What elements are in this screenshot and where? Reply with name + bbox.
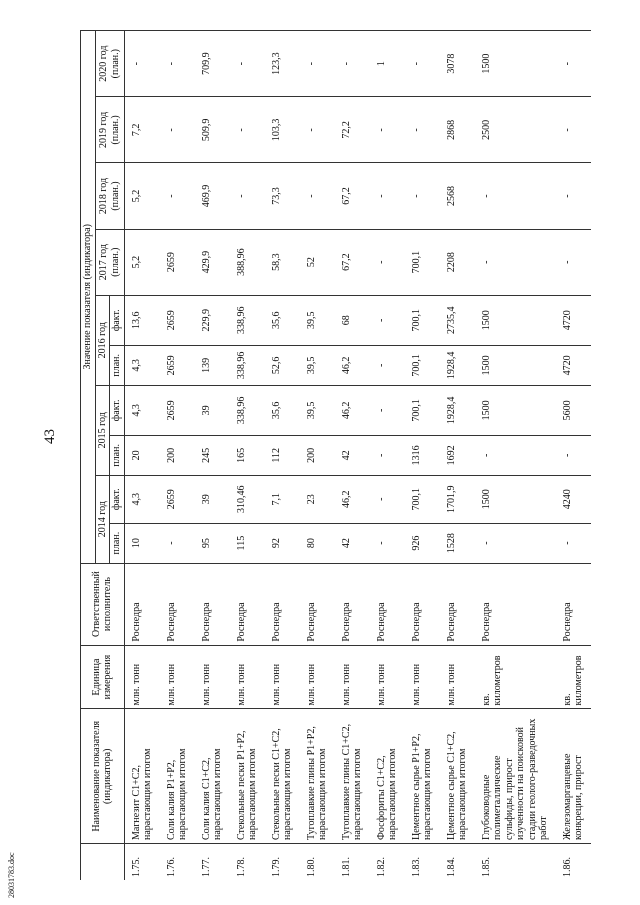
value-cell: 2568	[440, 163, 475, 229]
value-cell: 2659	[160, 475, 195, 523]
value-cell: -	[475, 435, 556, 475]
value-cell: -	[556, 229, 591, 295]
value-cell: 245	[195, 435, 230, 475]
value-cell: 1316	[405, 435, 440, 475]
value-cell: -	[230, 163, 265, 229]
row-number: 1.86.	[556, 844, 591, 880]
value-cell: 42	[335, 523, 370, 563]
value-cell: 115	[230, 523, 265, 563]
table-row	[124, 31, 160, 881]
value-cell: 20	[124, 435, 160, 475]
executor-cell: Роснедра	[475, 563, 556, 645]
value-cell: 700,1	[405, 229, 440, 295]
unit-cell: млн. тонн	[230, 645, 265, 709]
indicator-name: Цементное сырье С1+С2, нарастающим итогом	[440, 709, 475, 844]
table-row	[300, 31, 335, 881]
value-cell: 39,5	[300, 385, 335, 435]
value-cell: 200	[300, 435, 335, 475]
value-cell: 2659	[160, 345, 195, 385]
value-cell: 200	[160, 435, 195, 475]
row-number: 1.83.	[405, 844, 440, 880]
value-cell: -	[370, 475, 405, 523]
unit-cell: кв. километров	[556, 645, 591, 709]
value-cell: -	[160, 31, 195, 97]
header-fact-2014: факт.	[110, 475, 125, 523]
value-cell: 509,9	[195, 97, 230, 163]
unit-cell: млн. тонн	[124, 645, 160, 709]
value-cell: 5600	[556, 385, 591, 435]
value-cell: 1701,9	[440, 475, 475, 523]
executor-cell: Роснедра	[300, 563, 335, 645]
value-cell: 73,3	[265, 163, 300, 229]
value-cell: 700,1	[405, 345, 440, 385]
row-number: 1.78.	[230, 844, 265, 880]
row-number: 1.79.	[265, 844, 300, 880]
value-cell: 338,96	[230, 345, 265, 385]
table-row	[440, 31, 475, 881]
value-cell: -	[370, 97, 405, 163]
executor-cell: Роснедра	[556, 563, 591, 645]
value-cell: 52,6	[265, 345, 300, 385]
unit-cell: млн. тонн	[335, 645, 370, 709]
value-cell: -	[556, 97, 591, 163]
value-cell: 139	[195, 345, 230, 385]
value-cell: 926	[405, 523, 440, 563]
value-cell: -	[370, 229, 405, 295]
value-cell: 700,1	[405, 385, 440, 435]
row-number: 1.85.	[475, 844, 556, 880]
value-cell: 5,2	[124, 163, 160, 229]
table-row	[230, 31, 265, 881]
table-row	[556, 31, 591, 881]
indicator-name: Соли калия Р1+Р2, нарастающим итогом	[160, 709, 195, 844]
value-cell: -	[405, 97, 440, 163]
table-body	[124, 31, 591, 881]
value-cell: 35,6	[265, 385, 300, 435]
value-cell: 1500	[475, 475, 556, 523]
value-cell: -	[230, 97, 265, 163]
header-values-group: Значение показателя (индикатора)	[81, 31, 96, 564]
indicator-name: Тугоплавкие глины Р1+Р2, нарастающим итогом	[300, 709, 335, 844]
value-cell: -	[370, 523, 405, 563]
value-cell: 2868	[440, 97, 475, 163]
value-cell: 700,1	[405, 295, 440, 345]
value-cell: -	[556, 523, 591, 563]
file-name: 28031783.doc	[7, 852, 16, 898]
value-cell: -	[370, 163, 405, 229]
executor-cell: Роснедра	[405, 563, 440, 645]
value-cell: 5,2	[124, 229, 160, 295]
value-cell: -	[370, 295, 405, 345]
indicator-name: Фосфориты С1+С2, нарастающим итогом	[370, 709, 405, 844]
value-cell: -	[300, 97, 335, 163]
value-cell: -	[370, 385, 405, 435]
value-cell: -	[556, 31, 591, 97]
unit-cell: кв. километров	[475, 645, 556, 709]
value-cell: -	[335, 31, 370, 97]
value-cell: 80	[300, 523, 335, 563]
value-cell: 229,9	[195, 295, 230, 345]
value-cell: 3078	[440, 31, 475, 97]
value-cell: 338,96	[230, 295, 265, 345]
row-number: 1.81.	[335, 844, 370, 880]
unit-cell: млн. тонн	[300, 645, 335, 709]
value-cell: 13,6	[124, 295, 160, 345]
header-year-2015: 2015 год	[95, 385, 110, 475]
value-cell: 112	[265, 435, 300, 475]
header-plan-2015: план.	[110, 435, 125, 475]
indicator-name: Стекольные пески Р1+Р2, нарастающим итогом	[230, 709, 265, 844]
indicator-name: Соли калия С1+С2, нарастающим итогом	[195, 709, 230, 844]
value-cell: -	[124, 31, 160, 97]
header-plan-2016: план.	[110, 345, 125, 385]
header-year-2017: 2017 год (план.)	[95, 229, 124, 295]
value-cell: 39	[195, 475, 230, 523]
value-cell: 10	[124, 523, 160, 563]
value-cell: -	[556, 163, 591, 229]
unit-cell: млн. тонн	[405, 645, 440, 709]
executor-cell: Роснедра	[440, 563, 475, 645]
value-cell: 4,3	[124, 475, 160, 523]
indicator-table	[80, 30, 591, 880]
value-cell: 4,3	[124, 345, 160, 385]
value-cell: -	[370, 345, 405, 385]
value-cell: 46,2	[335, 475, 370, 523]
value-cell: 429,9	[195, 229, 230, 295]
table-row	[195, 31, 230, 881]
value-cell: -	[370, 435, 405, 475]
value-cell: 4720	[556, 295, 591, 345]
indicator-name: Железомарганцевые конкреции, прирост	[556, 709, 591, 844]
header-year-2019: 2019 год (план.)	[95, 97, 124, 163]
header-year-2018: 2018 год (план.)	[95, 163, 124, 229]
table-row	[265, 31, 300, 881]
value-cell: 338,96	[230, 385, 265, 435]
executor-cell: Роснедра	[265, 563, 300, 645]
value-cell: 1	[370, 31, 405, 97]
executor-cell: Роснедра	[160, 563, 195, 645]
table-row	[335, 31, 370, 881]
header-fact-2015: факт.	[110, 385, 125, 435]
value-cell: 2659	[160, 229, 195, 295]
value-cell: 58,3	[265, 229, 300, 295]
page-number: 43	[42, 429, 58, 444]
value-cell: -	[405, 31, 440, 97]
header-number-cell	[81, 844, 125, 880]
value-cell: 1692	[440, 435, 475, 475]
value-cell: -	[160, 523, 195, 563]
row-number: 1.75.	[124, 844, 160, 880]
value-cell: 2500	[475, 97, 556, 163]
value-cell: 1500	[475, 345, 556, 385]
value-cell: 4,3	[124, 385, 160, 435]
value-cell: 4720	[556, 345, 591, 385]
value-cell: 1500	[475, 31, 556, 97]
value-cell: 35,6	[265, 295, 300, 345]
header-year-2016: 2016 год	[95, 295, 110, 385]
value-cell: 67,2	[335, 163, 370, 229]
value-cell: 39,5	[300, 295, 335, 345]
value-cell: 2735,4	[440, 295, 475, 345]
value-cell: 469,9	[195, 163, 230, 229]
unit-cell: млн. тонн	[160, 645, 195, 709]
table-row	[475, 31, 556, 881]
header-year-2014: 2014 год	[95, 475, 110, 563]
unit-cell: млн. тонн	[440, 645, 475, 709]
table-row	[370, 31, 405, 881]
value-cell: 123,3	[265, 31, 300, 97]
value-cell: 39	[195, 385, 230, 435]
value-cell: 388,96	[230, 229, 265, 295]
value-cell: 39,5	[300, 345, 335, 385]
value-cell: 7,2	[124, 97, 160, 163]
table-row	[160, 31, 195, 881]
value-cell: -	[556, 435, 591, 475]
executor-cell: Роснедра	[230, 563, 265, 645]
indicator-name: Цементное сырье Р1+Р2, нарастающим итогом	[405, 709, 440, 844]
value-cell: 7,1	[265, 475, 300, 523]
value-cell: 310,46	[230, 475, 265, 523]
value-cell: 709,9	[195, 31, 230, 97]
header-name: Наименование показателя (индикатора)	[81, 709, 125, 844]
executor-cell: Роснедра	[124, 563, 160, 645]
value-cell: 46,2	[335, 345, 370, 385]
header-fact-2016: факт.	[110, 295, 125, 345]
value-cell: 72,2	[335, 97, 370, 163]
indicator-name: Тугоплавкие глины С1+С2, нарастающим итогом	[335, 709, 370, 844]
header-unit: Единица измерения	[81, 645, 125, 709]
row-number: 1.77.	[195, 844, 230, 880]
table-row	[405, 31, 440, 881]
unit-cell: млн. тонн	[195, 645, 230, 709]
value-cell: 68	[335, 295, 370, 345]
value-cell: 4240	[556, 475, 591, 523]
indicator-name: Стекольные пески С1+С2, нарастающим итогом	[265, 709, 300, 844]
executor-cell: Роснедра	[335, 563, 370, 645]
executor-cell: Роснедра	[195, 563, 230, 645]
value-cell: -	[405, 163, 440, 229]
value-cell: -	[160, 163, 195, 229]
value-cell: -	[475, 163, 556, 229]
value-cell: -	[300, 163, 335, 229]
value-cell: 23	[300, 475, 335, 523]
value-cell: 92	[265, 523, 300, 563]
executor-cell: Роснедра	[370, 563, 405, 645]
row-number: 1.80.	[300, 844, 335, 880]
value-cell: 67,2	[335, 229, 370, 295]
value-cell: 1528	[440, 523, 475, 563]
value-cell: 95	[195, 523, 230, 563]
value-cell: 1928,4	[440, 345, 475, 385]
value-cell: 1928,4	[440, 385, 475, 435]
value-cell: 42	[335, 435, 370, 475]
unit-cell: млн. тонн	[265, 645, 300, 709]
value-cell: 165	[230, 435, 265, 475]
unit-cell: млн. тонн	[370, 645, 405, 709]
header-executor: Ответственный исполнитель	[81, 563, 125, 645]
value-cell: 46,2	[335, 385, 370, 435]
row-number: 1.84.	[440, 844, 475, 880]
header-year-2020: 2020 год (план.)	[95, 31, 124, 97]
value-cell: -	[475, 523, 556, 563]
value-cell: 103,3	[265, 97, 300, 163]
value-cell: -	[230, 31, 265, 97]
value-cell: 700,1	[405, 475, 440, 523]
indicator-name: Магнезит С1+С2, нарастающим итогом	[124, 709, 160, 844]
value-cell: 1500	[475, 295, 556, 345]
value-cell: 2659	[160, 385, 195, 435]
value-cell: 2208	[440, 229, 475, 295]
value-cell: 1500	[475, 385, 556, 435]
row-number: 1.76.	[160, 844, 195, 880]
value-cell: -	[300, 31, 335, 97]
value-cell: 52	[300, 229, 335, 295]
rotated-table-container	[80, 30, 610, 880]
row-number: 1.82.	[370, 844, 405, 880]
value-cell: -	[475, 229, 556, 295]
header-plan-2014: план.	[110, 523, 125, 563]
indicator-name: Глубоководные полиметаллические сульфиды, прирост изученности на поисковой стадии геолого-разведочных работ	[475, 709, 556, 844]
value-cell: 2659	[160, 295, 195, 345]
value-cell: -	[160, 97, 195, 163]
